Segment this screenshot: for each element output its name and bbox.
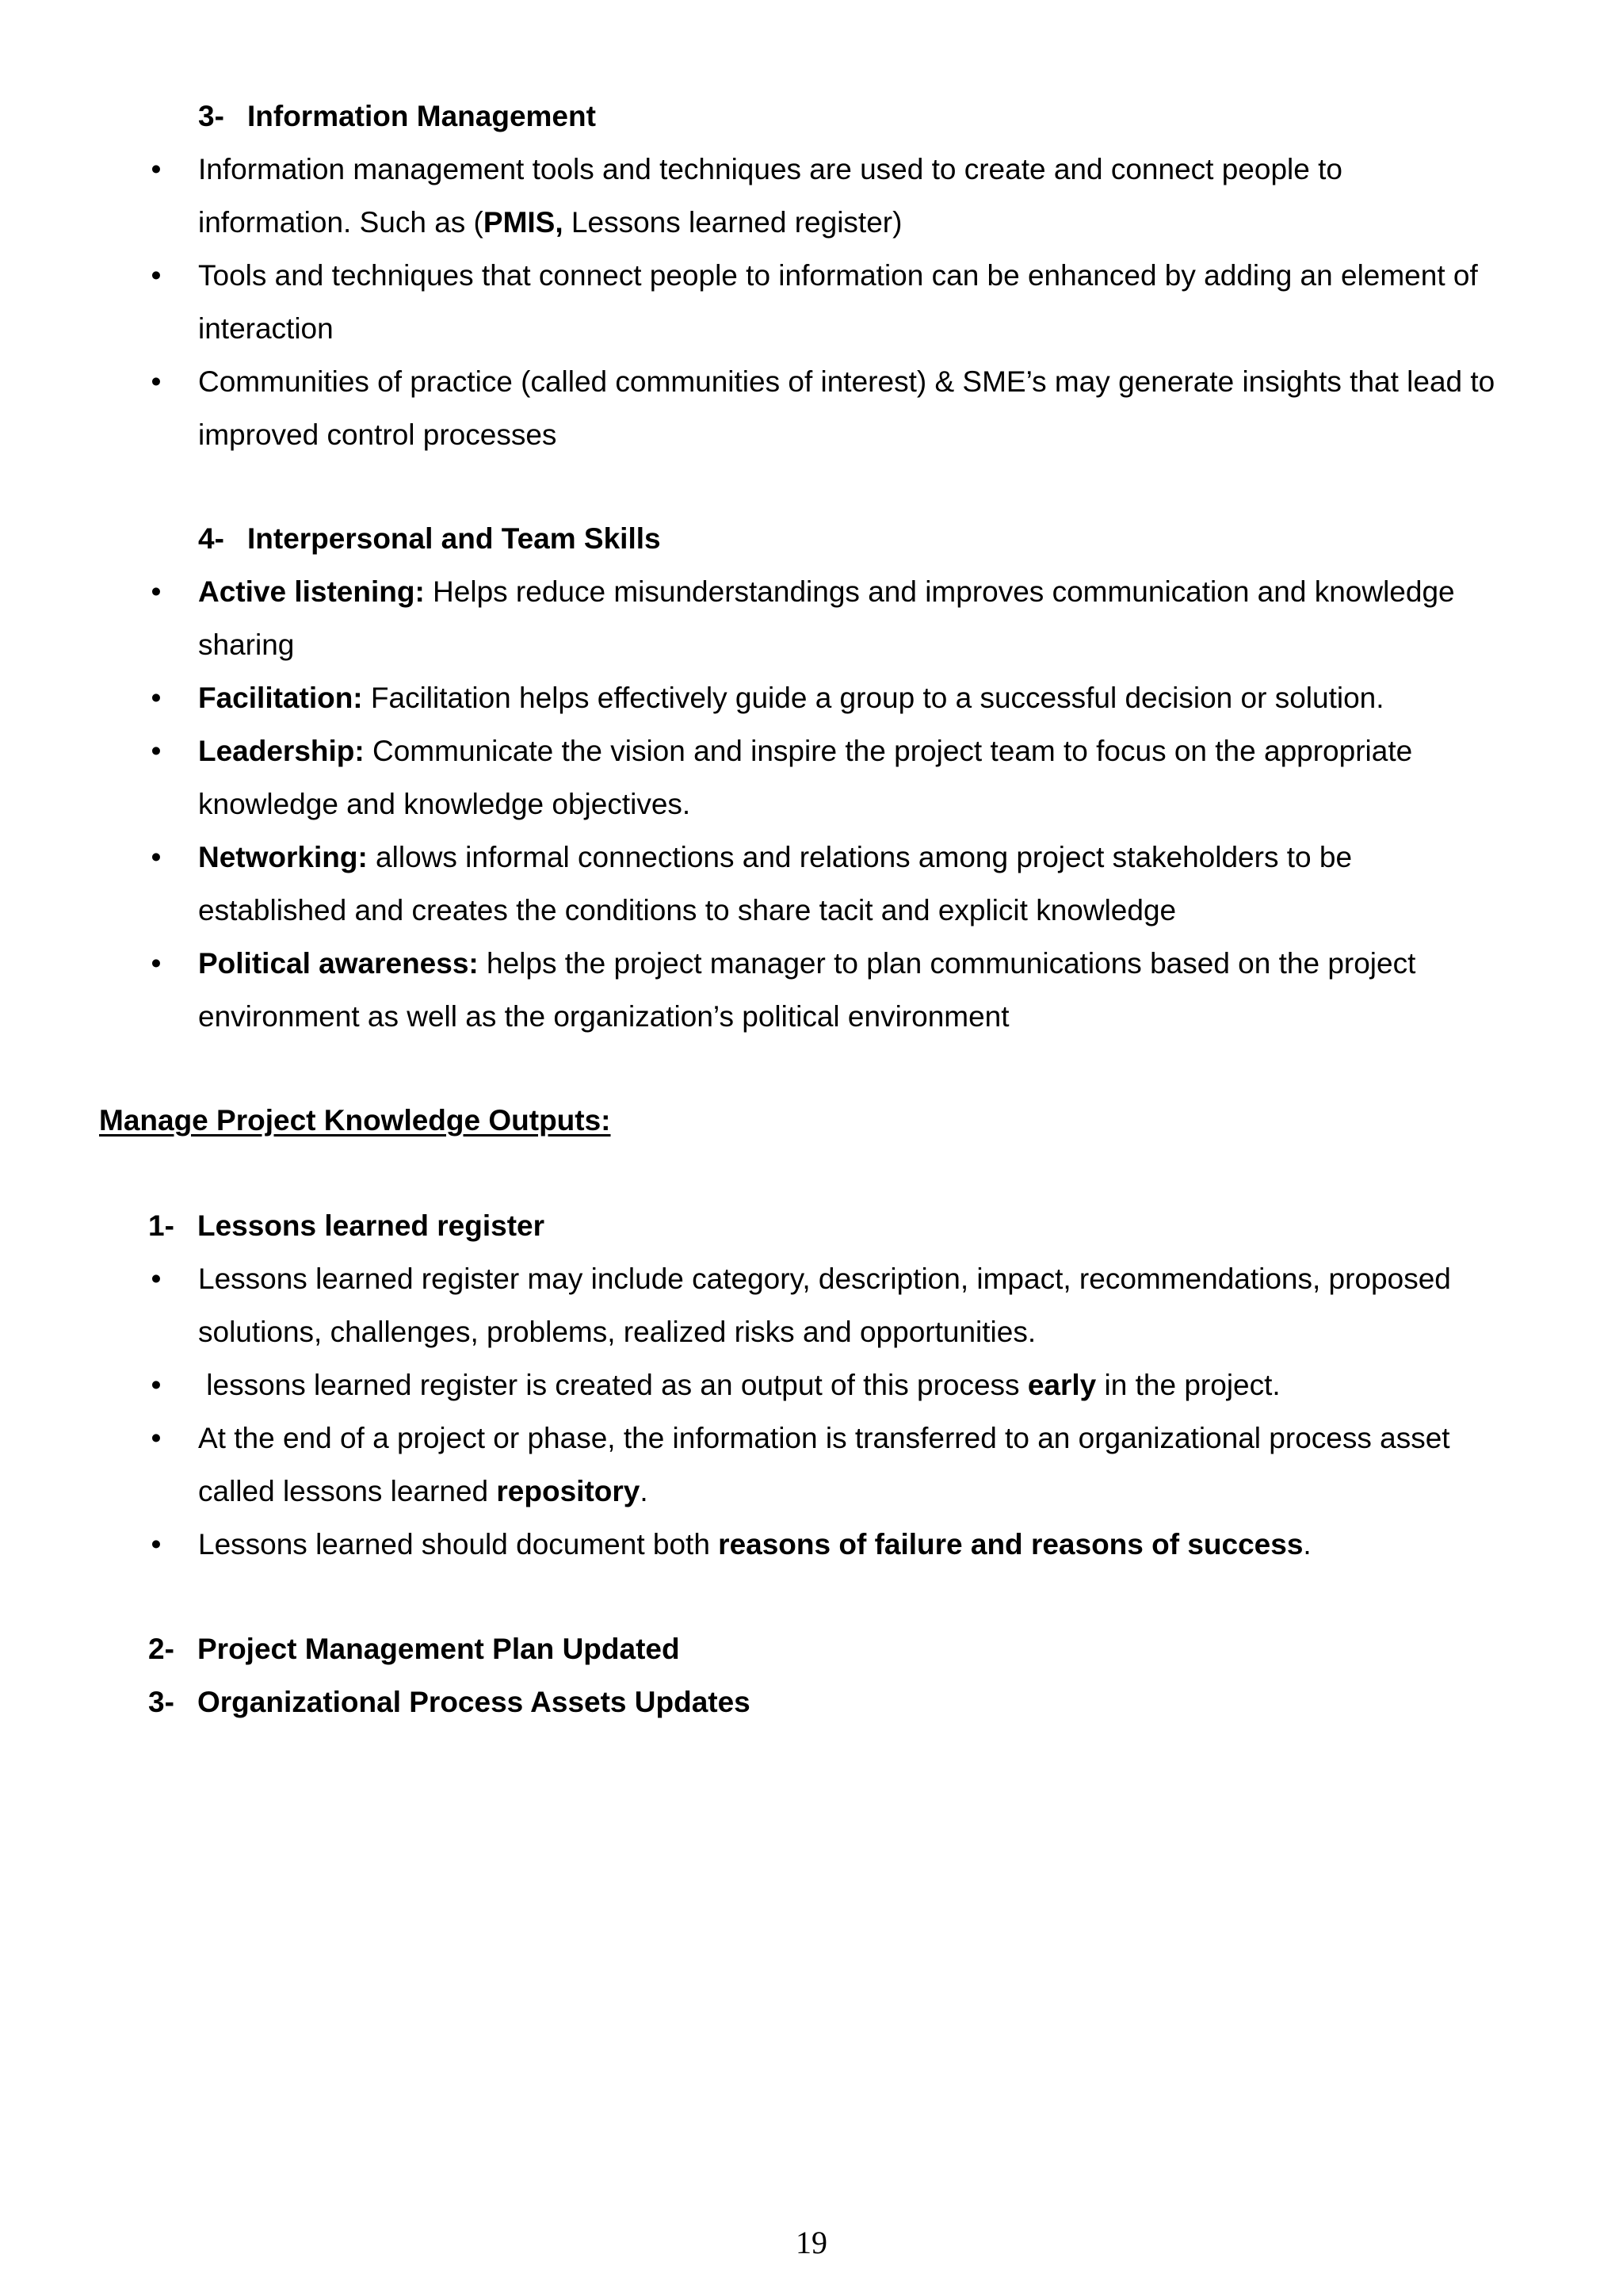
bullet-text: Communities of practice (called communities of interest) & SME’s may generate insights that lead to [198, 365, 1495, 398]
text-run: information. Such as ( [198, 206, 483, 239]
bullet-text [198, 1519, 1312, 1571]
item-title: Project Management Plan Updated [197, 1633, 680, 1665]
section-heading-information-management [198, 90, 596, 143]
bullet-text: Information management tools and techniques are used to create and connect people to [198, 153, 1342, 185]
text-run: allows informal connections and relations among project stakeholders to be [367, 841, 1353, 873]
bullet-icon: • [151, 153, 162, 185]
bold-text-run: PMIS, [483, 206, 563, 239]
bold-text-run: repository [496, 1475, 640, 1507]
text-run: called lessons learned [198, 1475, 497, 1507]
bullet-text-continued: sharing [198, 628, 295, 661]
bullet-icon: • [151, 575, 162, 608]
bullet-text [198, 1359, 1281, 1412]
section-title: Interpersonal and Team Skills [247, 522, 661, 555]
output-item-heading [148, 1200, 544, 1252]
text-run: Lessons learned register) [563, 206, 903, 239]
bullet-text-continued [198, 197, 902, 249]
term-label: Networking: [198, 841, 368, 873]
bullet-icon: • [151, 1369, 162, 1401]
bullet-text-continued: established and creates the conditions to share tacit and explicit knowledge [198, 894, 1177, 926]
page-number: 19 [796, 2225, 827, 2260]
bullet-text: At the end of a project or phase, the information is transferred to an organizational process asset [198, 1422, 1450, 1454]
bullet-icon: • [151, 947, 162, 980]
bullet-icon: • [151, 1528, 162, 1561]
bullet-icon: • [151, 1263, 162, 1295]
output-item-heading [148, 1676, 750, 1729]
text-run: . [1303, 1528, 1312, 1561]
term-label: Active listening: [198, 575, 425, 608]
term-label: Political awareness: [198, 947, 479, 980]
bullet-icon: • [151, 735, 162, 767]
output-item-heading [148, 1623, 680, 1675]
term-label: Facilitation: [198, 682, 363, 714]
bold-text-run: early [1027, 1369, 1097, 1401]
bullet-text-continued: environment as well as the organization’s political environment [198, 1000, 1010, 1033]
bullet-text [198, 938, 1415, 990]
bullet-text: Lessons learned register may include category, description, impact, recommendations, proposed [198, 1263, 1451, 1295]
text-run: Communicate the vision and inspire the project team to focus on the appropriate [364, 735, 1413, 767]
item-title: Organizational Process Assets Updates [197, 1686, 750, 1718]
bold-text-run: reasons of failure and reasons of success [718, 1528, 1304, 1561]
bullet-text [198, 566, 1455, 618]
item-number: 1- [148, 1209, 174, 1242]
item-number: 2- [148, 1633, 174, 1665]
bullet-text [198, 831, 1352, 884]
bullet-icon: • [151, 841, 162, 873]
bullet-icon: • [151, 365, 162, 398]
text-run: helps the project manager to plan communications based on the project [478, 947, 1416, 980]
text-run: . [640, 1475, 648, 1507]
section-title: Information Management [247, 100, 596, 132]
item-number: 3- [148, 1686, 174, 1718]
term-label: Leadership: [198, 735, 365, 767]
bullet-text-continued: interaction [198, 312, 334, 345]
bullet-text [198, 725, 1412, 777]
outputs-heading: Manage Project Knowledge Outputs: [99, 1104, 611, 1137]
bullet-text-continued: improved control processes [198, 418, 557, 451]
item-title: Lessons learned register [197, 1209, 545, 1242]
bullet-icon: • [151, 259, 162, 292]
text-run: Facilitation helps effectively guide a group to a successful decision or solution. [362, 682, 1384, 714]
section-heading-interpersonal-team-skills [198, 513, 661, 565]
bullet-icon: • [151, 682, 162, 714]
text-run: Lessons learned should document both [198, 1528, 719, 1561]
bullet-text: Tools and techniques that connect people to information can be enhanced by adding an element of [198, 259, 1478, 292]
section-number: 4- [198, 522, 224, 555]
text-run: lessons learned register is created as an output of this process [198, 1369, 1028, 1401]
bullet-icon: • [151, 1422, 162, 1454]
text-run: Helps reduce misunderstandings and improves communication and knowledge [424, 575, 1455, 608]
bullet-text [198, 672, 1384, 724]
text-run: in the project. [1096, 1369, 1281, 1401]
bullet-text-continued: solutions, challenges, problems, realized risks and opportunities. [198, 1316, 1037, 1348]
bullet-text-continued: knowledge and knowledge objectives. [198, 788, 691, 820]
bullet-text-continued [198, 1465, 648, 1518]
section-number: 3- [198, 100, 224, 132]
